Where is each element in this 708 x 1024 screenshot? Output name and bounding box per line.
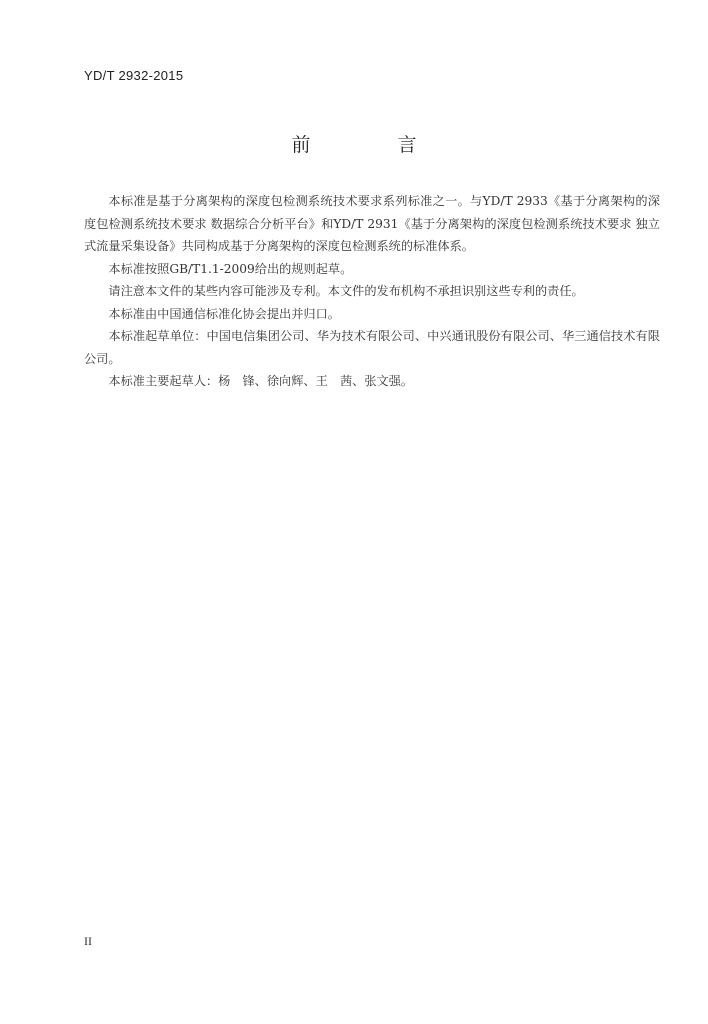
paragraph-proposer: 本标准由中国通信标准化协会提出并归口。 — [108, 306, 340, 321]
paragraph-drafters: 本标准主要起草人：杨 锋、徐向辉、王 茜、张文强。 — [108, 374, 414, 388]
page-title: 前 言 — [291, 134, 451, 156]
paragraph-series-intro: 本标准是基于分离架构的深度包检测系统技术要求系列标准之一。与YD/T 2933《基于分离架构的深度包检测系统技术要求 数据综合分析平台》和YD/T 2931《基于分离架构的深度包检测系统技术要求 独立式流量采集设备》共同构成基于分离架构的深度包检测系统的标准体系。 — [84, 194, 660, 253]
standard-code: YD/T 2932-2015 — [84, 68, 184, 83]
page-number: II — [84, 934, 92, 948]
paragraph-drafting-rules: 本标准按照GB/T1.1-2009给出的规则起草。 — [108, 261, 353, 276]
paragraph-patent-notice: 请注意本文件的某些内容可能涉及专利。本文件的发布机构不承担识别这些专利的责任。 — [108, 284, 584, 298]
paragraph-drafting-units: 本标准起草单位：中国电信集团公司、华为技术有限公司、中兴通讯股份有限公司、华三通信技术有限公司。 — [84, 329, 660, 366]
foreword-body — [84, 190, 660, 393]
